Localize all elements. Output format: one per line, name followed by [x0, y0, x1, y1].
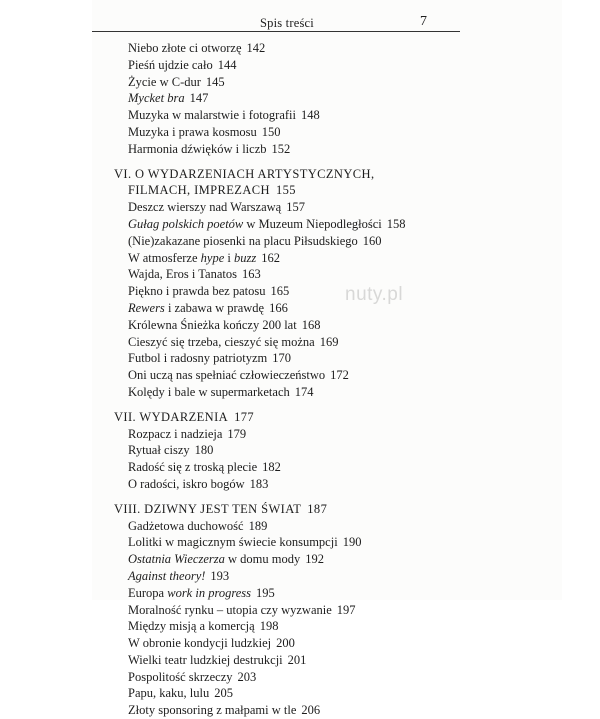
toc-entry-page: 169: [319, 334, 339, 349]
toc-entry-page: 168: [301, 317, 321, 332]
toc-entry-title: Lolitki w magicznym świecie konsumpcji: [128, 535, 338, 550]
toc-entry: [128, 426, 468, 443]
toc-entry: [128, 266, 468, 283]
watermark: nuty.pl: [345, 284, 404, 305]
toc-entry-page: 174: [294, 384, 314, 399]
toc-entry-page: 206: [301, 703, 321, 718]
toc-entry-page: 183: [249, 476, 269, 491]
toc-entry: [128, 551, 468, 568]
toc-entry-page: 170: [272, 351, 291, 366]
toc-entry: [128, 250, 468, 267]
toc-entry-title: Pospolitość skrzeczy: [128, 669, 233, 684]
section-title: VI. O WYDARZENIACH ARTYSTYCZNYCH,: [114, 166, 375, 181]
toc-entry-page: 182: [262, 460, 281, 475]
toc-entry-title: Pieśń ujdzie cało: [128, 57, 213, 72]
toc-entry-page: 201: [287, 652, 307, 667]
toc-entry-title: Muzyka i prawa kosmosu: [128, 124, 257, 139]
toc-entry-title: Kolędy i bale w supermarketach: [128, 384, 290, 399]
toc-entry: [128, 568, 468, 585]
toc-entry-page: 165: [270, 284, 290, 299]
toc-entry-title: Oni uczą nas spełniać człowieczeństwo: [128, 368, 326, 383]
toc-entry: [128, 90, 468, 107]
toc-entry: [128, 618, 468, 635]
toc-entry-page: 198: [259, 619, 279, 634]
section-page: 155: [275, 183, 296, 198]
toc-entry: [128, 233, 468, 250]
toc-entry-title: work in progress: [167, 585, 252, 600]
running-head-title: Spis treści: [260, 16, 314, 30]
toc-entry-title: W obronie kondycji ludzkiej: [128, 636, 272, 651]
toc-entry: [128, 350, 468, 367]
toc-entry-title: i zabawa w prawdę: [164, 300, 265, 315]
toc-entry: [128, 669, 468, 686]
toc-entry: [128, 602, 468, 619]
toc-entry-title: Futbol i radosny patriotyzm: [128, 351, 268, 366]
toc-entry-page: 148: [301, 108, 320, 123]
toc-entry-page: 195: [256, 585, 275, 600]
toc-entry-page: 180: [194, 443, 214, 458]
toc-entry-title: W atmosferze: [128, 250, 201, 265]
toc-entry-title: Królewna Śnieżka kończy 200 lat: [128, 317, 297, 332]
toc-entry-title: Życie w C-dur: [128, 74, 201, 89]
toc-entry-title: Wielki teatr ludzkiej destrukcji: [128, 652, 283, 667]
toc-entry-page: 152: [271, 141, 291, 156]
toc-section: [114, 409, 468, 493]
section-title: FILMACH, IMPREZACH 155: [128, 183, 296, 198]
toc-entry-page: 150: [261, 124, 281, 139]
toc-entry-title: Europa: [128, 585, 168, 600]
toc-entry: [128, 702, 468, 719]
toc-entry-title: Ostatnia Wieczerza: [128, 552, 225, 567]
toc-entry-page: 172: [330, 368, 349, 383]
toc-entry: [128, 300, 468, 317]
toc-entry-title: buzz: [234, 250, 257, 265]
toc-entry-title: Piękno i prawda bez patosu: [128, 284, 266, 299]
toc-entry: [128, 635, 468, 652]
toc-entry: [128, 283, 468, 300]
header-rule: [92, 31, 460, 32]
toc-entry-page: 160: [362, 233, 382, 248]
section-title: VIII. DZIWNY JEST TEN ŚWIAT 187: [114, 501, 328, 516]
toc-section: [114, 501, 468, 719]
toc-entry-page: 193: [210, 568, 230, 583]
toc-entry-title: Radość się z troską plecie: [128, 460, 258, 475]
toc-entry-title: w domu mody: [224, 552, 301, 567]
toc-entry: [128, 216, 468, 233]
toc-entry-page: 147: [189, 91, 209, 106]
toc-entry-title: Niebo złote ci otworzę: [128, 41, 242, 55]
section-page: 187: [307, 501, 328, 516]
toc-entry-title: Papu, kaku, lulu: [128, 686, 210, 701]
toc-entry-page: 197: [336, 602, 356, 617]
section-page: 177: [234, 409, 255, 424]
toc-entry: [128, 652, 468, 669]
toc-entry-title: Wajda, Eros i Tanatos: [128, 267, 237, 282]
toc-entry-title: Między misją a komercją: [128, 619, 255, 634]
toc-entry-page: 163: [241, 267, 261, 282]
toc-entry: [128, 141, 468, 158]
toc-entry-title: Deszcz wierszy nad Warszawą: [128, 200, 282, 215]
toc-entry: [128, 317, 468, 334]
toc-entry: [128, 518, 468, 535]
toc-entry-page: 189: [248, 518, 268, 533]
toc-entry-title: i: [224, 250, 234, 265]
toc-entry-page: 157: [286, 200, 305, 215]
toc-section: [114, 166, 468, 401]
toc-entry: [128, 199, 468, 216]
toc-entry-title: (Nie)zakazane piosenki na placu Piłsudskiego: [128, 233, 358, 248]
toc-entry: [128, 334, 468, 351]
toc-entry-title: Mycket bra: [128, 91, 185, 106]
section-title: VII. WYDARZENIA 177: [114, 409, 255, 424]
toc-entry-page: 192: [305, 552, 324, 567]
toc-entry-title: Złoty sponsoring z małpami w tle: [128, 703, 297, 718]
toc-entry: [128, 476, 468, 493]
toc-entry-title: Gułag polskich poetów: [128, 216, 244, 231]
toc-entry-page: 200: [276, 636, 295, 651]
toc-entry: [128, 534, 468, 551]
toc-entry-title: Rozpacz i nadzieja: [128, 426, 223, 441]
table-of-contents: [114, 40, 468, 719]
toc-entry-page: 166: [269, 300, 288, 315]
toc-entry: [128, 74, 468, 91]
toc-entry-page: 203: [237, 669, 257, 684]
toc-entry-title: Gadżetowa duchowość: [128, 518, 244, 533]
toc-entry-page: 190: [342, 535, 362, 550]
toc-entry: [128, 367, 468, 384]
toc-entry-title: w Muzeum Niepodległości: [243, 216, 382, 231]
toc-entry-title: O radości, iskro bogów: [128, 476, 245, 491]
page-number: 7: [420, 14, 427, 29]
toc-entry: [128, 107, 468, 124]
toc-entry-title: Moralność rynku – utopia czy wyzwanie: [128, 602, 332, 617]
toc-entry: [128, 585, 468, 602]
toc-entry-page: 142: [246, 41, 266, 55]
toc-entry-title: Muzyka w malarstwie i fotografii: [128, 108, 297, 123]
toc-entry: [128, 384, 468, 401]
toc-entry-title: Against theory!: [128, 568, 206, 583]
toc-entry: [128, 57, 468, 74]
toc-entry-page: 162: [261, 250, 280, 265]
toc-entry-title: Rewers: [128, 300, 165, 315]
toc-entry-title: Harmonia dźwięków i liczb: [128, 141, 267, 156]
toc-entry-page: 179: [227, 426, 247, 441]
toc-entry-title: Cieszyć się trzeba, cieszyć się można: [128, 334, 315, 349]
toc-entry: [128, 124, 468, 141]
toc-entry: [128, 685, 468, 702]
toc-entry-page: 205: [214, 686, 233, 701]
toc-entry: [128, 442, 468, 459]
toc-entry-page: 158: [386, 216, 406, 231]
toc-entry-page: 144: [217, 57, 237, 72]
toc-entry-title: Rytuał ciszy: [128, 443, 190, 458]
toc-entry: [128, 40, 468, 57]
toc-entry-page: 145: [205, 74, 225, 89]
toc-entry-title: hype: [200, 250, 225, 265]
toc-entry: [128, 459, 468, 476]
